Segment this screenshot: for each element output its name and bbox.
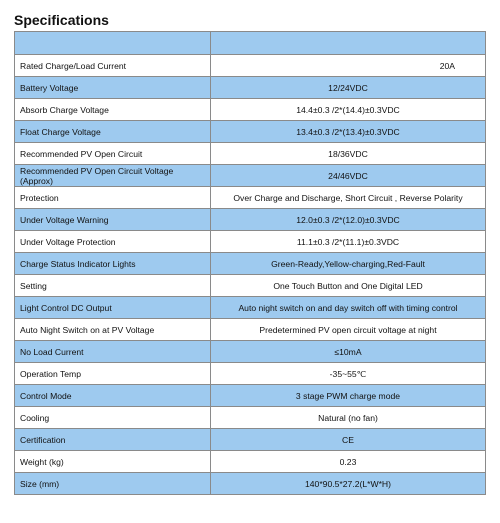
spec-value: 140*90.5*27.2(L*W*H) [211,473,486,495]
table-row [15,385,486,407]
spec-value: One Touch Button and One Digital LED [211,275,486,297]
table-row [15,231,486,253]
spec-label: Weight (kg) [15,451,211,473]
table-row [15,297,486,319]
spec-value: -35~55℃ [211,363,486,385]
spec-label: Under Voltage Warning [15,209,211,231]
spec-value: 13.4±0.3 /2*(13.4)±0.3VDC [211,121,486,143]
spec-value: 11.1±0.3 /2*(11.1)±0.3VDC [211,231,486,253]
header-cell-label [15,32,211,55]
spec-value: 18/36VDC [211,143,486,165]
header-cell-value [211,32,486,55]
spec-value: Auto night switch on and day switch off with timing control [211,297,486,319]
spec-label: Rated Charge/Load Current [15,55,211,77]
table-row [15,429,486,451]
spec-label: Protection [15,187,211,209]
spec-value: CE [211,429,486,451]
table-row [15,55,486,77]
spec-label: Recommended PV Open Circuit Voltage (Approx) [15,165,211,187]
spec-value: 20A [211,55,486,77]
table-row [15,209,486,231]
table-row [15,451,486,473]
table-row [15,187,486,209]
spec-label: Float Charge Voltage [15,121,211,143]
table-row [15,341,486,363]
spec-label: Size (mm) [15,473,211,495]
spec-label: Battery Voltage [15,77,211,99]
spec-label: Absorb Charge Voltage [15,99,211,121]
spec-label: Operation Temp [15,363,211,385]
spec-value: 0.23 [211,451,486,473]
table-row [15,473,486,495]
spec-label: Under Voltage Protection [15,231,211,253]
table-row [15,121,486,143]
table-row [15,253,486,275]
table-row [15,143,486,165]
table-row [15,363,486,385]
spec-label: Auto Night Switch on at PV Voltage [15,319,211,341]
spec-value: Over Charge and Discharge, Short Circuit , Reverse Polarity [211,187,486,209]
spec-label: Recommended PV Open Circuit [15,143,211,165]
spec-value: 3 stage PWM charge mode [211,385,486,407]
spec-label: No Load Current [15,341,211,363]
table-row [15,319,486,341]
spec-value: 14.4±0.3 /2*(14.4)±0.3VDC [211,99,486,121]
table-row [15,165,486,187]
spec-label: Certification [15,429,211,451]
table-row [15,407,486,429]
spec-label: Cooling [15,407,211,429]
spec-label: Charge Status Indicator Lights [15,253,211,275]
spec-value: Natural (no fan) [211,407,486,429]
spec-value: ≤10mA [211,341,486,363]
table-row [15,275,486,297]
spec-label: Light Control DC Output [15,297,211,319]
table-header-row [15,32,486,55]
spec-label: Control Mode [15,385,211,407]
spec-value: 12/24VDC [211,77,486,99]
spec-value: Green-Ready,Yellow-charging,Red-Fault [211,253,486,275]
table-row [15,99,486,121]
page-title: Specifications [14,12,109,28]
table-row [15,77,486,99]
spec-value: Predetermined PV open circuit voltage at night [211,319,486,341]
specifications-table [14,31,486,495]
spec-value: 12.0±0.3 /2*(12.0)±0.3VDC [211,209,486,231]
spec-label: Setting [15,275,211,297]
spec-value: 24/46VDC [211,165,486,187]
